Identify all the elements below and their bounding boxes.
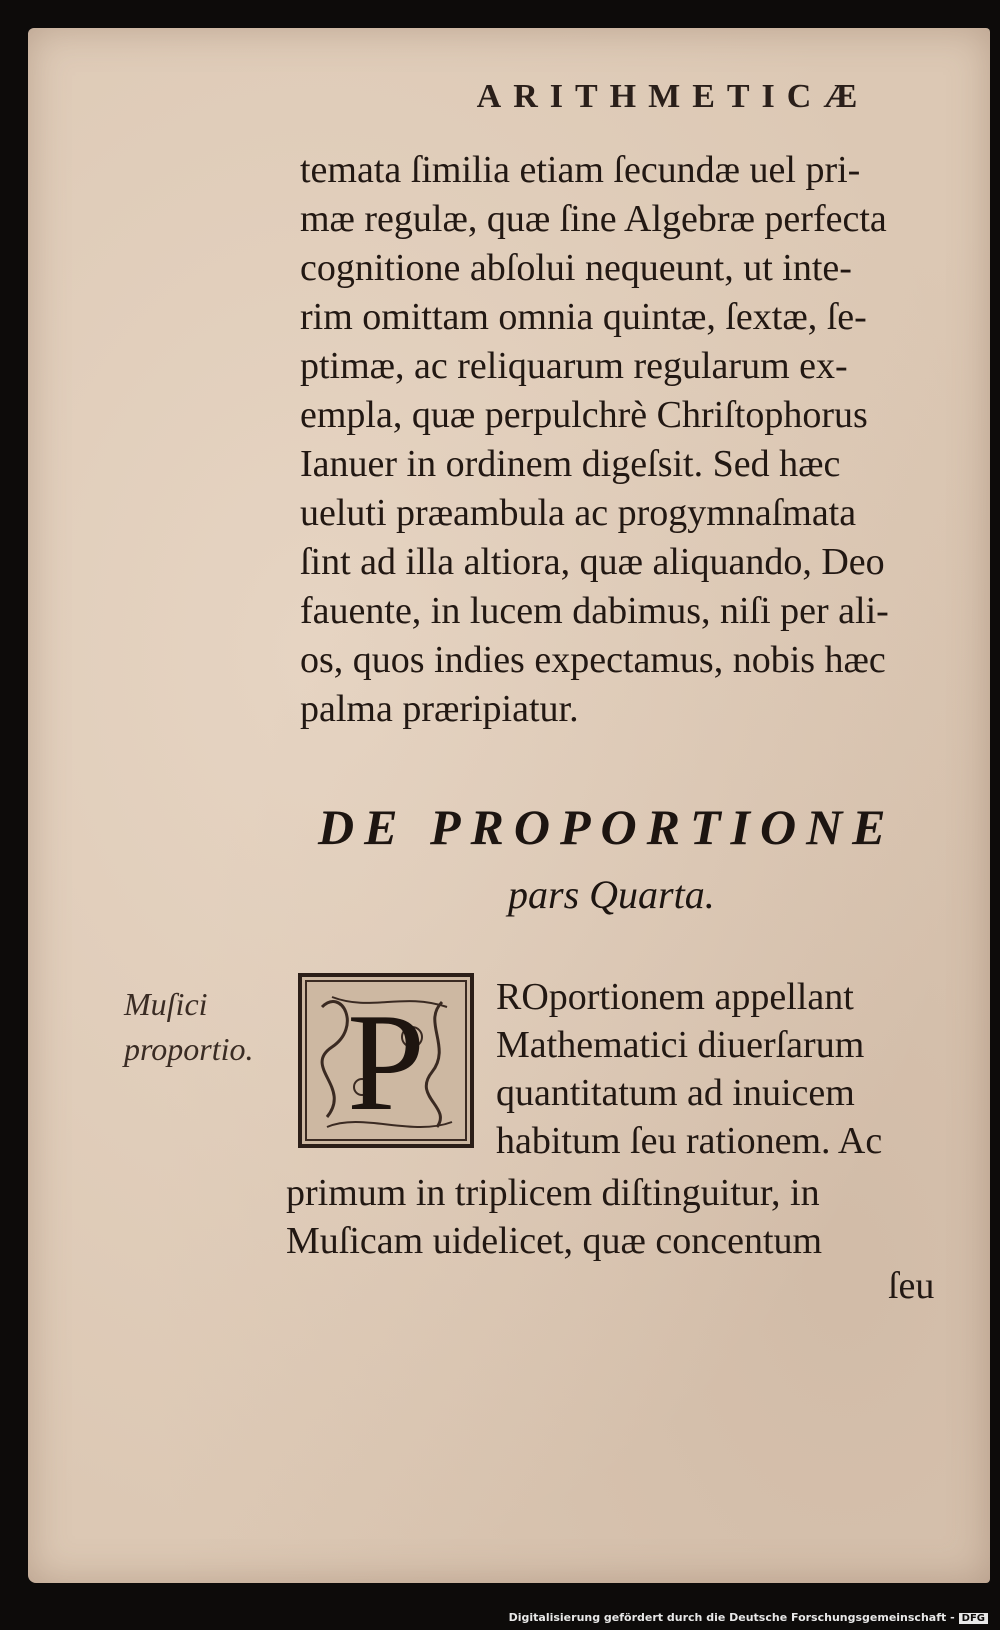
book-page (28, 28, 990, 1583)
paragraph-continued (286, 1169, 976, 1265)
text-line: Muſicam uidelicet, quæ concentum (286, 1220, 823, 1262)
text-line: ſint ad illa altiora, quæ aliquando, Deo (300, 541, 885, 583)
footer-text: Digitalisierung gefördert durch die Deutsche Forschungsgemeinschaft - (508, 1611, 955, 1624)
footer-credit (509, 1611, 988, 1624)
text-line: habitum ſeu rationem. Ac (496, 1120, 883, 1162)
text-line: os, quos indies expectamus, nobis hæc (300, 639, 886, 681)
text-line: cognitione abſolui nequeunt, ut inte- (300, 247, 852, 289)
text-line: mæ regulæ, quæ ſine Algebræ perfecta (300, 198, 887, 240)
text-line: ueluti præambula ac progymnaſmata (300, 492, 857, 534)
initial-ornament-icon (302, 977, 470, 1144)
body-text (300, 146, 990, 734)
dfg-logo: DFG (959, 1613, 988, 1624)
decorated-initial (298, 973, 474, 1148)
text-line: fauente, in lucem dabimus, niſi per ali- (300, 590, 889, 632)
text-line: ROportionem appellant (496, 976, 854, 1018)
catchword: ſeu (888, 1265, 935, 1307)
text-line: ptimæ, ac reliquarum regularum ex- (300, 345, 848, 387)
text-line: Ianuer in ordinem digeſsit. Sed hæc (300, 443, 841, 485)
paragraph-first-lines (496, 973, 976, 1165)
text-line: Mathematici diuerſarum (496, 1024, 865, 1066)
text-line: quantitatum ad inuicem (496, 1072, 855, 1114)
text-line: rim omittam omnia quintæ, ſextæ, ſe- (300, 296, 867, 338)
text-line: empla, quæ perpulchrè Chriſtophorus (300, 394, 868, 436)
running-head: ARITHMETICÆ (476, 78, 870, 115)
margin-note-line: Muſici (124, 986, 208, 1022)
section-heading: DE PROPORTIONE (318, 799, 896, 855)
text-line: palma præripiatur. (300, 688, 579, 730)
text-line: temata ſimilia etiam ſecundæ uel pri- (300, 149, 861, 191)
text-line: primum in triplicem diſtinguitur, in (286, 1172, 820, 1214)
margin-note-line: proportio. (124, 1031, 254, 1067)
section-subheading: pars Quarta. (508, 872, 715, 917)
initial-letter: P (347, 985, 425, 1140)
